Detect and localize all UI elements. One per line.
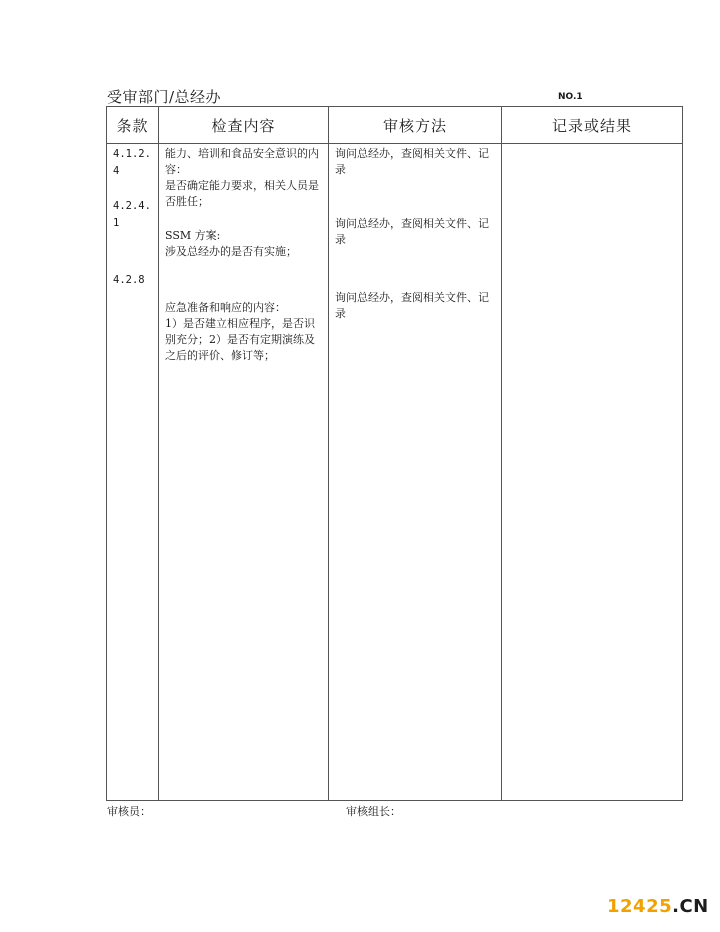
auditor-signature-label: 审核员： xyxy=(107,805,151,818)
audited-department: 受审部门/总经办 xyxy=(107,88,222,106)
content-text: 是否确定能力要求，相关人员是否胜任； xyxy=(165,179,319,208)
clause-number: 4.2.4.1 xyxy=(113,200,151,229)
content-text: 1）是否建立相应程序，是否识别充分；2）是否有定期演练及之后的评价、修订等； xyxy=(165,317,315,362)
clause-cell xyxy=(107,144,159,801)
document-number: NO.1 xyxy=(558,92,583,102)
content-text: SSM 方案: xyxy=(165,229,221,242)
header-content: 检查内容 xyxy=(159,107,329,144)
content-text: 涉及总经办的是否有实施； xyxy=(165,245,297,258)
watermark-number: 12425 xyxy=(607,896,673,917)
record-cell xyxy=(502,144,683,801)
content-cell xyxy=(159,144,329,801)
audit-checklist-table xyxy=(106,106,683,801)
header-method: 审核方法 xyxy=(329,107,502,144)
content-text: 能力、培训和食品安全意识的内容： xyxy=(165,147,319,176)
site-watermark xyxy=(607,896,709,917)
header-clause: 条款 xyxy=(107,107,159,144)
table-row xyxy=(107,144,683,801)
method-cell xyxy=(329,144,502,801)
method-text: 询问总经办，查阅相关文件、记录 xyxy=(335,147,489,176)
content-text: 应急准备和响应的内容： xyxy=(165,301,286,314)
table-header-row xyxy=(107,107,683,144)
clause-number: 4.1.2.4 xyxy=(113,148,151,177)
team-leader-signature-label: 审核组长： xyxy=(346,805,401,818)
watermark-domain: .CN xyxy=(672,896,709,917)
header-record: 记录或结果 xyxy=(502,107,683,144)
clause-number: 4.2.8 xyxy=(113,274,145,286)
method-text: 询问总经办，查阅相关文件、记录 xyxy=(335,217,489,246)
method-text: 询问总经办，查阅相关文件、记录 xyxy=(335,291,489,320)
